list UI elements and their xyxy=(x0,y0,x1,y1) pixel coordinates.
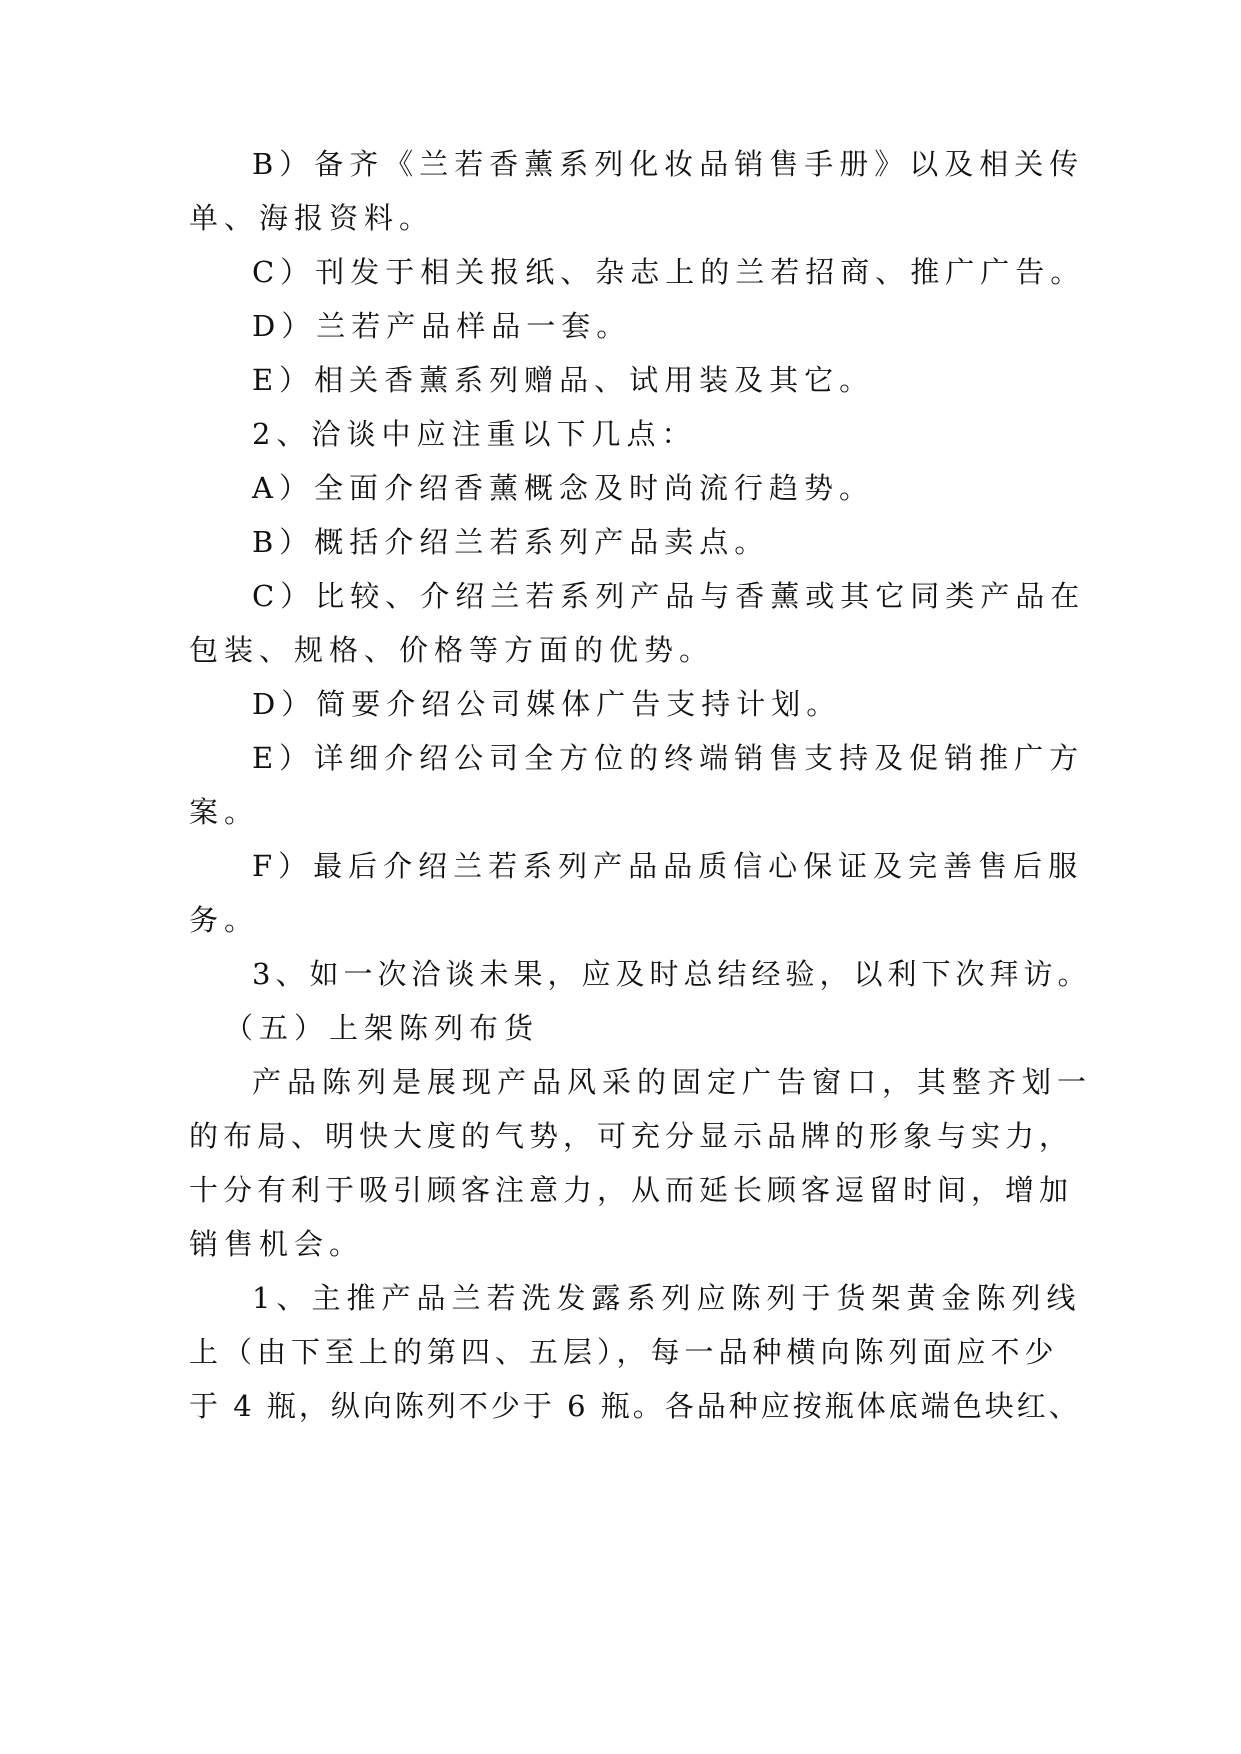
text-line: 务。 xyxy=(189,903,260,937)
text-line: F）最后介绍兰若系列产品品质信心保证及完善售后服 xyxy=(252,849,1084,883)
text-line: 包装、规格、价格等方面的优势。 xyxy=(189,633,715,667)
text-line: B）概括介绍兰若系列产品卖点。 xyxy=(252,525,770,559)
text-line: 3、如一次洽谈未果，应及时总结经验，以利下次拜访。 xyxy=(252,957,1092,991)
text-line: C）比较、介绍兰若系列产品与香薰或其它同类产品在 xyxy=(252,579,1086,613)
section-heading: （五）上架陈列布货 xyxy=(224,1011,540,1045)
text-line: 十分有利于吸引顾客注意力，从而延长顾客逗留时间，增加 xyxy=(189,1173,1074,1207)
text-line: B）备齐《兰若香薰系列化妆品销售手册》以及相关传 xyxy=(252,147,1085,181)
text-line: 的布局、明快大度的气势，可充分显示品牌的形象与实力， xyxy=(189,1119,1074,1153)
text-line: C）刊发于相关报纸、杂志上的兰若招商、推广广告。 xyxy=(252,255,1086,289)
text-line: 2、洽谈中应注重以下几点： xyxy=(252,417,697,451)
text-line: 1、主推产品兰若洗发露系列应陈列于货架黄金陈列线 xyxy=(252,1281,1082,1315)
text-line: E）详细介绍公司全方位的终端销售支持及促销推广方 xyxy=(252,741,1085,775)
text-line: E）相关香薰系列赠品、试用装及其它。 xyxy=(252,363,875,397)
text-line: 于 4 瓶，纵向陈列不少于 6 瓶。各品种应按瓶体底端色块红、 xyxy=(189,1389,1081,1423)
text-line: 销售机会。 xyxy=(189,1227,365,1261)
text-line: 上（由下至上的第四、五层），每一品种横向陈列面应不少 xyxy=(189,1335,1059,1369)
text-line: A）全面介绍香薰概念及时尚流行趋势。 xyxy=(252,471,874,505)
text-line: 单、海报资料。 xyxy=(189,201,435,235)
text-line: D）兰若产品样品一套。 xyxy=(252,309,632,343)
text-line: 案。 xyxy=(189,795,260,829)
text-line: D）简要介绍公司媒体广告支持计划。 xyxy=(252,687,842,721)
text-line: 产品陈列是展现产品风采的固定广告窗口，其整齐划一 xyxy=(252,1065,1093,1099)
